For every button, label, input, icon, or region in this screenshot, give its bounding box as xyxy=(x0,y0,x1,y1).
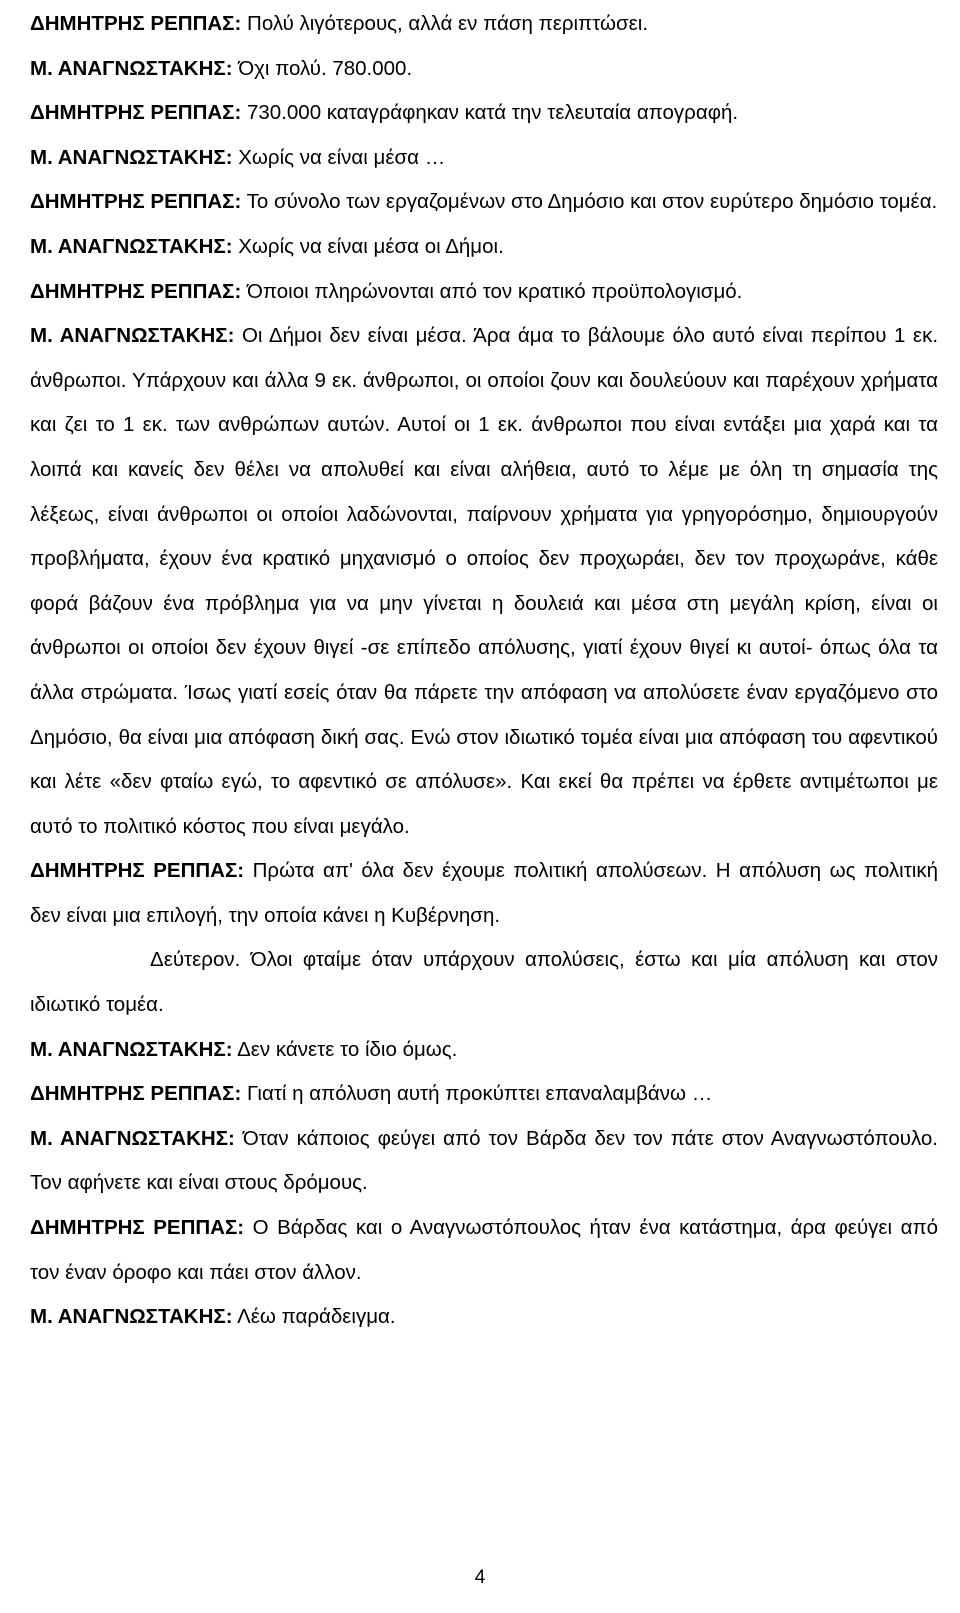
speaker-name: ΔΗΜΗΤΡΗΣ ΡΕΠΠΑΣ: xyxy=(30,12,242,35)
dialogue-paragraph xyxy=(30,1206,938,1295)
dialogue-paragraph xyxy=(30,91,938,136)
dialogue-paragraph xyxy=(30,1295,938,1340)
dialogue-text: Όταν κάποιος φεύγει από τον Βάρδα δεν τον πάτε στον Αναγνωστόπουλο. Τον αφήνετε και είναι στους δρόμους. xyxy=(30,1126,938,1195)
dialogue-paragraph xyxy=(30,225,938,270)
speaker-name: Μ. ΑΝΑΓΝΩΣΤΑΚΗΣ: xyxy=(30,1037,233,1061)
speaker-name: Μ. ΑΝΑΓΝΩΣΤΑΚΗΣ: xyxy=(30,1305,233,1329)
speaker-name: ΔΗΜΗΤΡΗΣ ΡΕΠΠΑΣ: xyxy=(30,1216,245,1240)
dialogue-text: Χωρίς να είναι μέσα … xyxy=(232,145,446,169)
dialogue-paragraph xyxy=(30,270,938,315)
speaker-name: Μ. ΑΝΑΓΝΩΣΤΑΚΗΣ: xyxy=(30,324,235,348)
speaker-name: Μ. ΑΝΑΓΝΩΣΤΑΚΗΣ: xyxy=(30,1126,235,1150)
dialogue-text: Πολύ λιγότερους, αλλά εν πάση περιπτώσει. xyxy=(241,12,649,35)
dialogue-text: 730.000 καταγράφηκαν κατά την τελευταία απογραφή. xyxy=(241,101,739,125)
dialogue-text: Δεύτερον. Όλοι φταίμε όταν υπάρχουν απολύσεις, έστω και μία απόλυση και στον ιδιωτικό τομέα. xyxy=(30,948,938,1017)
page-number: 4 xyxy=(474,1567,486,1588)
speaker-name: Μ. ΑΝΑΓΝΩΣΤΑΚΗΣ: xyxy=(30,234,233,258)
speaker-name: ΔΗΜΗΤΡΗΣ ΡΕΠΠΑΣ: xyxy=(30,101,242,125)
speaker-name: Μ. ΑΝΑΓΝΩΣΤΑΚΗΣ: xyxy=(30,56,233,80)
dialogue-paragraph xyxy=(30,849,938,938)
dialogue-text: Όποιοι πληρώνονται από τον κρατικό προϋπολογισμό. xyxy=(241,279,743,303)
dialogue-text: Το σύνολο των εργαζομένων στο Δημόσιο και στον ευρύτερο δημόσιο τομέα. xyxy=(241,190,938,214)
dialogue-paragraph xyxy=(30,180,938,225)
dialogue-text: Χωρίς να είναι μέσα οι Δήμοι. xyxy=(232,234,504,258)
dialogue-text: Γιατί η απόλυση αυτή προκύπτει επαναλαμβάνω … xyxy=(241,1082,713,1106)
speaker-name: ΔΗΜΗΤΡΗΣ ΡΕΠΠΑΣ: xyxy=(30,279,242,303)
dialogue-paragraph xyxy=(30,1028,938,1073)
dialogue-text: Οι Δήμοι δεν είναι μέσα. Άρα άμα το βάλουμε όλο αυτό είναι περίπου 1 εκ. άνθρωποι. Υπάρχουν και άλλα 9 εκ. άνθρωποι, οι οποίοι ζουν και δουλεύουν και παρέχουν χρήματα και ζει το 1 εκ. των ανθρώπων αυτών. Αυτοί οι 1 εκ. άνθρωποι που είναι εντάξει μια χαρά και τα λοιπά και κανείς δεν θέλει να απολυθεί και είναι αλήθεια, αυτό το λέμε με όλη τη σημασία της λέξεως, είναι άνθρωποι οι οποίοι λαδώνονται, παίρνουν χρήματα για γρηγορόσημο, δημιουργούν προβλήματα, έχουν ένα κρατικό μηχανισμό ο οποίος δεν προχωράει, δεν τον προχωράνε, κάθε φορά βάζουν ένα πρόβλημα για να μην γίνεται η δουλειά και μέσα στη μεγάλη κρίση, είναι οι άνθρωποι οι οποίοι δεν έχουν θιγεί -σε επίπεδο απόλυσης, γιατί έχουν θιγεί κι αυτοί- όπως όλα τα άλλα στρώματα. Ίσως γιατί εσείς όταν θα πάρετε την απόφαση να απολύσετε έναν εργαζόμενο στο Δημόσιο, θα είναι μια απόφαση δική σας. Ενώ στον ιδιωτικό τομέα είναι μια απόφαση του αφεντικού και λέτε «δεν φταίω εγώ, το αφεντικό σε απόλυσε». Και εκεί θα πρέπει να έρθετε αντιμέτωποι με αυτό το πολιτικό κόστος που είναι μεγάλο. xyxy=(30,324,939,838)
speaker-name: ΔΗΜΗΤΡΗΣ ΡΕΠΠΑΣ: xyxy=(30,190,242,214)
dialogue-text: Δεν κάνετε το ίδιο όμως. xyxy=(232,1037,458,1061)
dialogue-text: Ο Βάρδας και ο Αναγνωστόπουλος ήταν ένα κατάστημα, άρα φεύγει από τον έναν όροφο και πάει στον άλλον. xyxy=(30,1216,938,1284)
dialogue-paragraph xyxy=(30,47,938,92)
dialogue-paragraph xyxy=(30,136,938,181)
speaker-name: ΔΗΜΗΤΡΗΣ ΡΕΠΠΑΣ: xyxy=(30,1082,242,1106)
dialogue-paragraph xyxy=(30,1117,938,1206)
dialogue-paragraph xyxy=(30,938,938,1027)
document-page xyxy=(30,2,938,1340)
dialogue-text: Όχι πολύ. 780.000. xyxy=(232,56,413,80)
dialogue-text: Λέω παράδειγμα. xyxy=(232,1305,396,1329)
speaker-name: ΔΗΜΗΤΡΗΣ ΡΕΠΠΑΣ: xyxy=(30,859,245,883)
speaker-name: Μ. ΑΝΑΓΝΩΣΤΑΚΗΣ: xyxy=(30,145,233,169)
dialogue-paragraph xyxy=(30,1072,938,1117)
dialogue-paragraph xyxy=(30,314,938,849)
dialogue-paragraph xyxy=(30,2,938,47)
dialogue-text: Πρώτα απ' όλα δεν έχουμε πολιτική απολύσεων. Η απόλυση ως πολιτική δεν είναι μια επιλογή, την οποία κάνει η Κυβέρνηση. xyxy=(30,859,938,927)
